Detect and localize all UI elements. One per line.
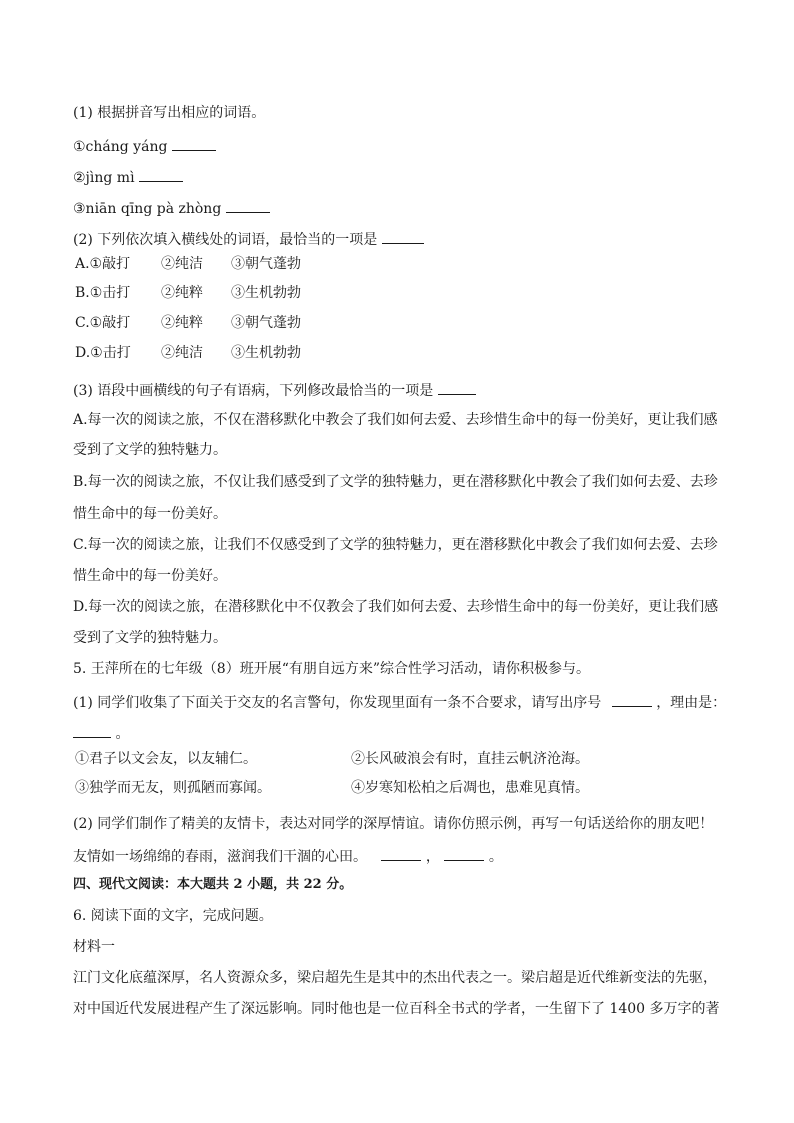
option-part: D.①击打 — [75, 345, 131, 361]
option-line[interactable]: B.每一次的阅读之旅，不仅让我们感受到了文学的独特魅力，更在潜移默化中教会了我们如何去爱、去珍 — [73, 474, 718, 490]
quote-4: ④岁寒知松柏之后凋也，患难见真情。 — [351, 780, 589, 796]
material-label: 材料一 — [73, 939, 115, 955]
punct: 。 — [115, 726, 130, 742]
answer-blank[interactable] — [612, 692, 652, 707]
quote-1: ①君子以文会友，以友辅仁。 — [75, 751, 257, 767]
option-b[interactable] — [75, 284, 301, 302]
option-c[interactable] — [75, 314, 301, 332]
section-heading: 四、现代文阅读：本大题共 2 小题，共 22 分。 — [73, 877, 353, 892]
example-text: 友情如一场绵绵的春雨，滋润我们干涸的心田。 — [73, 849, 367, 865]
q4-sub2-question — [73, 229, 424, 249]
option-part: C.①敲打 — [75, 315, 131, 331]
q6-title: 6. 阅读下面的文字，完成问题。 — [73, 908, 273, 924]
passage-line: 江门文化底蕴深厚，名人资源众多，梁启超先生是其中的杰出代表之一。梁启超是近代维新变法的先驱， — [73, 970, 717, 986]
option-line: 惜生命中的每一份美好。 — [73, 506, 227, 522]
option-part: ③朝气蓬勃 — [231, 315, 301, 331]
option-line[interactable]: D.每一次的阅读之旅，在潜移默化中不仅教会了我们如何去爱、去珍惜生命中的每一份美好，更让我们感 — [73, 599, 719, 615]
answer-blank[interactable] — [73, 723, 111, 738]
option-a[interactable] — [75, 255, 301, 273]
q5-sub1-text: ，理由是： — [656, 695, 727, 711]
option-line: 受到了文学的独特魅力。 — [73, 442, 227, 458]
answer-blank[interactable] — [444, 846, 484, 861]
q5-sub1-question — [73, 692, 726, 712]
quote-3: ③独学而无友，则孤陋而寡闻。 — [75, 780, 271, 796]
pinyin-item-1 — [73, 136, 216, 156]
answer-blank[interactable] — [382, 229, 424, 244]
answer-blank[interactable] — [226, 198, 270, 213]
option-line[interactable]: C.每一次的阅读之旅，让我们不仅感受到了文学的独特魅力，更在潜移默化中教会了我们如何去爱、去珍 — [73, 537, 718, 553]
answer-blank[interactable] — [381, 846, 421, 861]
pinyin-item-3 — [73, 198, 270, 218]
q5-sub1-reason — [73, 723, 129, 743]
option-part: ②纯洁 — [161, 345, 203, 361]
q5-sub2-example — [73, 846, 503, 866]
option-line: 惜生命中的每一份美好。 — [73, 568, 227, 584]
punct: 。 — [488, 849, 503, 865]
answer-blank[interactable] — [438, 380, 476, 395]
passage-line: 对中国近代发展进程产生了深远影响。同时他也是一位百科全书式的学者，一生留下了 1400 多万字的著 — [73, 1001, 720, 1017]
option-part: ③朝气蓬勃 — [231, 256, 301, 272]
option-d[interactable] — [75, 344, 301, 362]
option-part: ②纯洁 — [161, 256, 203, 272]
option-part: A.①敲打 — [75, 256, 131, 272]
option-part: ②纯粹 — [161, 315, 203, 331]
pinyin-text: ③niān qīng pà zhòng — [73, 201, 222, 217]
option-part: ③生机勃勃 — [231, 345, 301, 361]
answer-blank[interactable] — [172, 136, 216, 151]
pinyin-text: ①cháng yáng — [73, 139, 168, 155]
quote-2: ②长风破浪会有时，直挂云帆济沧海。 — [351, 751, 589, 767]
option-line: 受到了文学的独特魅力。 — [73, 630, 227, 646]
q5-sub2-title: (2) 同学们制作了精美的友情卡，表达对同学的深厚情谊。请你仿照示例，再写一句话送给你的朋友吧！ — [73, 816, 714, 832]
option-part: ③生机勃勃 — [231, 285, 301, 301]
q5-sub1-text: (1) 同学们收集了下面关于交友的名言警句，你发现里面有一条不合要求，请写出序号 — [73, 695, 602, 711]
option-line[interactable]: A.每一次的阅读之旅，不仅在潜移默化中教会了我们如何去爱、去珍惜生命中的每一份美好，更让我们感 — [73, 412, 718, 428]
pinyin-text: ②jìng mì — [73, 170, 135, 186]
option-part: B.①击打 — [75, 285, 131, 301]
q4-sub3-question — [73, 380, 476, 400]
q4-sub3-title: (3) 语段中画横线的句子有语病，下列修改最恰当的一项是 — [73, 383, 434, 399]
pinyin-item-2 — [73, 167, 183, 187]
option-part: ②纯粹 — [161, 285, 203, 301]
q5-title: 5. 王萍所在的七年级（8）班开展“有朋自远方来”综合性学习活动，请你积极参与。 — [73, 661, 591, 677]
q4-sub1-title: (1) 根据拼音写出相应的词语。 — [73, 105, 266, 121]
answer-blank[interactable] — [139, 167, 183, 182]
punct: ， — [425, 849, 440, 865]
q4-sub2-title: (2) 下列依次填入横线处的词语，最恰当的一项是 — [73, 232, 378, 248]
